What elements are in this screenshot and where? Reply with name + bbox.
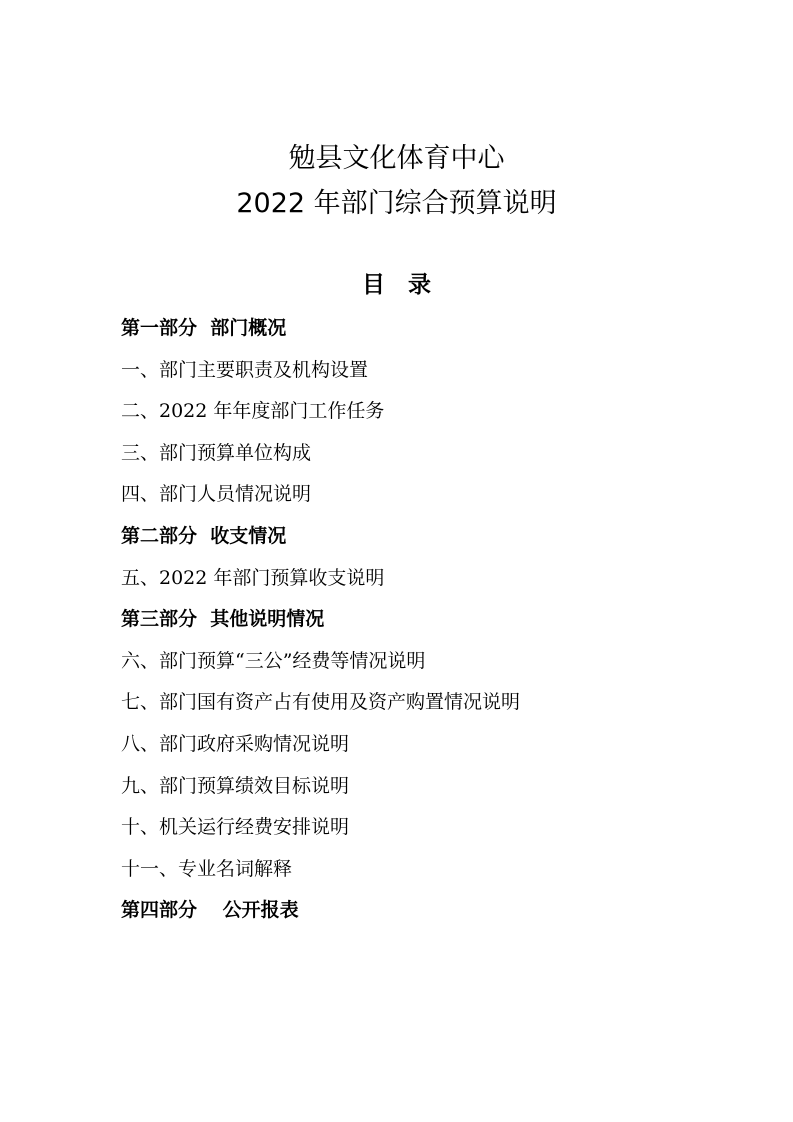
toc-item-6: 六、部门预算“三公”经费等情况说明 — [121, 649, 426, 672]
toc-part-2: 第二部分 收支情况 — [121, 524, 287, 547]
toc-item-10: 十、机关运行经费安排说明 — [121, 816, 350, 839]
toc-part-3: 第三部分 其他说明情况 — [121, 608, 325, 631]
toc-item-9: 九、部门预算绩效目标说明 — [121, 774, 350, 797]
toc-item-7: 七、部门国有资产占有使用及资产购置情况说明 — [121, 691, 521, 714]
toc-heading: 目 录 — [362, 272, 431, 298]
toc-item-1: 一、部门主要职责及机构设置 — [121, 358, 369, 381]
toc-part-4: 第四部分 公开报表 — [121, 899, 299, 922]
toc-item-11: 十一、专业名词解释 — [121, 857, 293, 880]
toc-item-5: 五、2022 年部门预算收支说明 — [121, 566, 385, 589]
toc-item-8: 八、部门政府采购情况说明 — [121, 732, 350, 755]
toc-item-2: 二、2022 年年度部门工作任务 — [121, 400, 385, 423]
document-title-line-2: 2022 年部门综合预算说明 — [236, 188, 557, 219]
toc-part-1: 第一部分 部门概况 — [121, 317, 287, 339]
toc-item-3: 三、部门预算单位构成 — [121, 441, 312, 464]
toc-item-4: 四、部门人员情况说明 — [121, 483, 312, 506]
table-of-contents — [121, 312, 520, 936]
document-title-line-1: 勉县文化体育中心 — [288, 143, 505, 174]
